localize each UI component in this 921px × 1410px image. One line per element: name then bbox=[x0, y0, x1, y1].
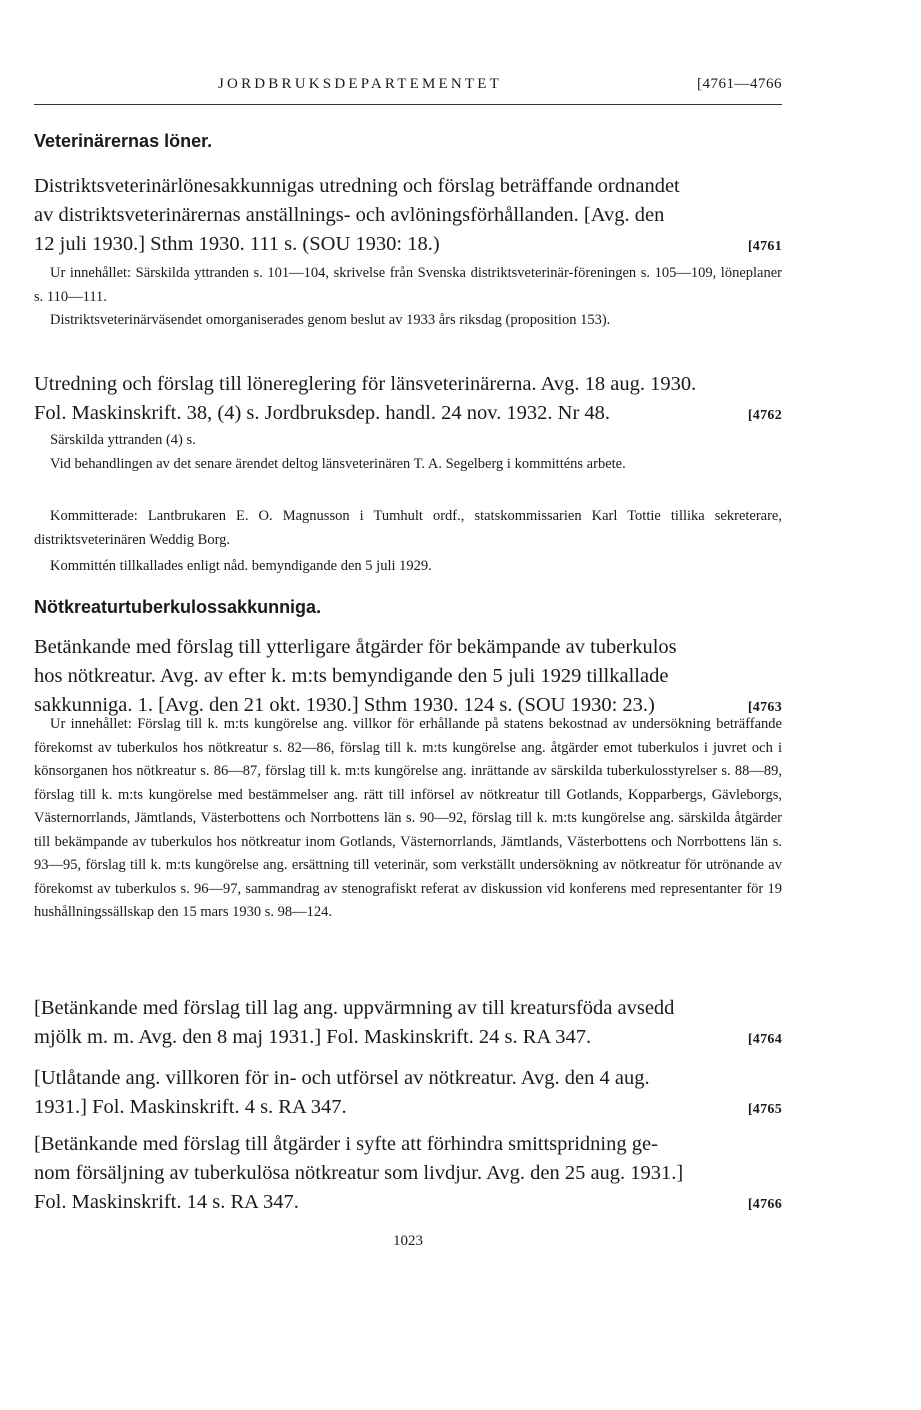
entry-4764-title-last-line bbox=[34, 1023, 782, 1052]
entry-4763-ref: [4763 bbox=[747, 700, 782, 715]
entry-4762-title-line: Utredning och förslag till lönereglering för länsveterinärerna. Avg. 18 aug. 1930. bbox=[34, 373, 697, 395]
entry-4761-title-last-line bbox=[34, 230, 782, 259]
entry-4765-title-line: [Utlåtande ang. villkoren för in- och utförsel av nötkreatur. Avg. den 4 aug. bbox=[34, 1067, 650, 1089]
header-rule bbox=[34, 104, 782, 105]
entry-4763-title bbox=[34, 633, 782, 720]
page-number: 1023 bbox=[393, 1233, 423, 1249]
entry-4761-ref: [4761 bbox=[747, 239, 782, 254]
entry-4766-title-last-line bbox=[34, 1188, 782, 1217]
entry-4761-note-reorganisation: Distriktsveterinärväsendet omorganiserades genom beslut av 1933 års riksdag (proposition 153). bbox=[50, 312, 611, 328]
entry-4765-ref: [4765 bbox=[747, 1102, 782, 1117]
entry-number-range: [4761—4766 bbox=[697, 76, 782, 92]
entry-4761-note-contents: Ur innehållet: Särskilda yttranden s. 101—104, skrivelse från Svenska distriktsveterinär-föreningen s. 105—109, löneplaner s. 110—111. bbox=[34, 265, 782, 305]
section-heading-notkreatur: Nötkreaturtuberkulossakkunniga. bbox=[34, 597, 322, 617]
entry-4763-title-line: hos nötkreatur. Avg. av efter k. m:ts bemyndigande den 5 juli 1929 tillkallade bbox=[34, 665, 669, 687]
entry-4764-title-line: [Betänkande med förslag till lag ang. uppvärmning av till kreatursföda avsedd bbox=[34, 997, 675, 1019]
entry-4766-ref: [4766 bbox=[747, 1197, 782, 1212]
entry-4762-note-kommitterade: Kommitterade: Lantbrukaren E. O. Magnusson i Tumhult ordf., statskommissarien Karl Tottie tillika sekreterare, distriktsveterinären Weddig Borg. bbox=[34, 508, 782, 548]
entry-4766-title-line: nom försäljning av tuberkulösa nötkreatur som livdjur. Avg. den 25 aug. 1931.] bbox=[34, 1162, 684, 1184]
document-page bbox=[34, 0, 782, 1410]
entry-4761-title-line: Distriktsveterinärlönesakkunnigas utredning och förslag beträffande ordnandet bbox=[34, 175, 680, 197]
entry-4762-note-tillkallades: Kommittén tillkallades enligt nåd. bemyndigande den 5 juli 1929. bbox=[50, 558, 432, 574]
entry-4766-title-text: Fol. Maskinskrift. 14 s. RA 347. bbox=[34, 1191, 299, 1213]
entry-4761-title-line: av distriktsveterinärernas anställnings- och avlöningsförhållanden. [Avg. den bbox=[34, 204, 665, 226]
entry-4762-title bbox=[34, 370, 782, 428]
section-heading-veterinarernas: Veterinärernas löner. bbox=[34, 131, 213, 151]
entry-4765-title-text: 1931.] Fol. Maskinskrift. 4 s. RA 347. bbox=[34, 1096, 347, 1118]
entry-4762-note-yttranden: Särskilda yttranden (4) s. bbox=[50, 432, 196, 448]
entry-4764-title-text: mjölk m. m. Avg. den 8 maj 1931.] Fol. Maskinskrift. 24 s. RA 347. bbox=[34, 1026, 592, 1048]
entry-4765-title-last-line bbox=[34, 1093, 782, 1122]
entry-4761-title bbox=[34, 172, 782, 259]
entry-4766-title bbox=[34, 1130, 782, 1217]
entry-4764-title bbox=[34, 994, 782, 1052]
entry-4763-title-line: Betänkande med förslag till ytterligare åtgärder för bekämpande av tuberkulos bbox=[34, 636, 677, 658]
entry-4761-title-text: 12 juli 1930.] Sthm 1930. 111 s. (SOU 1930: 18.) bbox=[34, 233, 440, 255]
entry-4766-title-line: [Betänkande med förslag till åtgärder i syfte att förhindra smittspridning ge- bbox=[34, 1133, 658, 1155]
entry-4763-title-text: sakkunniga. 1. [Avg. den 21 okt. 1930.] Sthm 1930. 124 s. (SOU 1930: 23.) bbox=[34, 694, 655, 716]
entry-4765-title bbox=[34, 1064, 782, 1122]
running-title: JORDBRUKSDEPARTEMENTET bbox=[218, 76, 502, 92]
entry-4764-ref: [4764 bbox=[747, 1032, 782, 1047]
entry-4762-ref: [4762 bbox=[747, 408, 782, 423]
entry-4762-title-last-line bbox=[34, 399, 782, 428]
entry-4762-note-segelberg: Vid behandlingen av det senare ärendet deltog länsveterinären T. A. Segelberg i kommitténs arbete. bbox=[50, 456, 626, 472]
entry-4763-note-contents: Ur innehållet: Förslag till k. m:ts kungörelse ang. villkor för erhållande på statens bekostnad av undersökning beträffande förekomst av tuberkulos hos nötkreatur s. 82—86, förslag till k. m:ts kungörelse ang. åtgärder emot tuberkulos i juvret och i könsorganen hos nötkreatur s. 86—87, förslag till k. m:ts kungörelse ang. inrättande av särskilda tuberkulosstyrelser s. 88—89, förslag till k. m:ts kungörelse med bestämmelser ang. rätt till införsel av nötkreatur till Gotlands, Kopparbergs, Gävleborgs, Västernorrlands, Jämtlands, Västerbottens och Norrbottens län s. 90—92, förslag till k. m:ts kungörelse ang. särskilda åtgärder till bekämpande av tuberkulos hos nötkreatur inom Gotlands, Västernorrlands, Jämtlands, Västerbottens och Norrbottens län s. 93—95, förslag till k. m:ts kungörelse ang. ersättning till veterinär, som verkställt undersökning av nötkreatur för utrönande av förekomst av tuberkulos s. 96—97, sammandrag av stenografiskt referat av diskussion vid konferens med representanter för 19 hushållningssällskap den 15 mars 1930 s. 98—124. bbox=[34, 716, 782, 920]
entry-4762-title-text: Fol. Maskinskrift. 38, (4) s. Jordbruksdep. handl. 24 nov. 1932. Nr 48. bbox=[34, 402, 611, 424]
